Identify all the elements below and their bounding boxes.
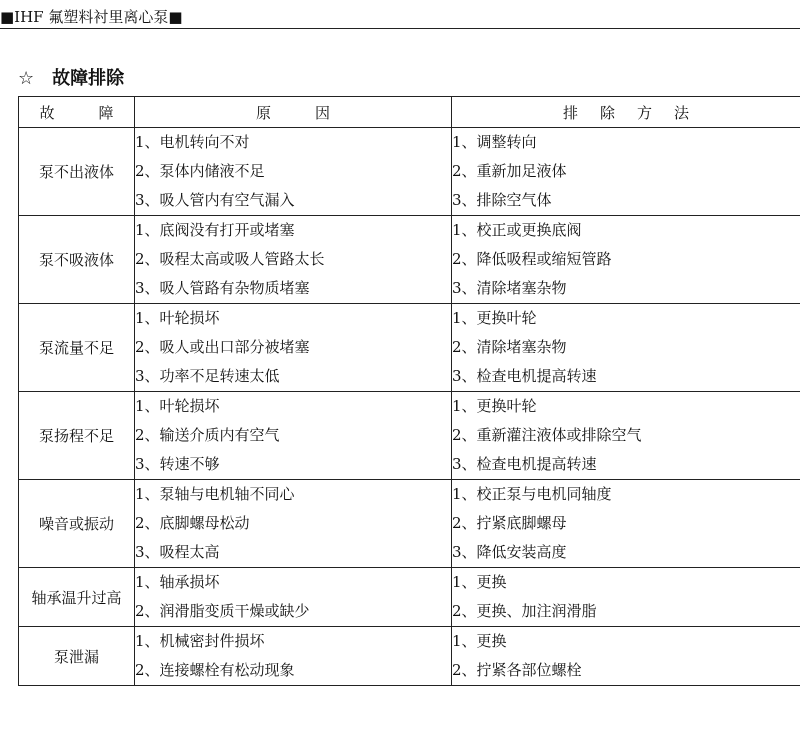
table-header-row <box>19 97 800 128</box>
cause-cell <box>135 216 452 304</box>
cause-item: 1、泵轴与电机轴不同心 <box>135 485 295 503</box>
cause-item: 1、电机转向不对 <box>135 133 250 151</box>
remedy-item: 1、校正泵与电机同轴度 <box>452 485 612 503</box>
fault-cell: 噪音或振动 <box>19 480 135 568</box>
remedy-item: 2、拧紧底脚螺母 <box>452 514 567 532</box>
cause-item: 1、轴承损坏 <box>135 573 220 591</box>
cause-item: 2、底脚螺母松动 <box>135 514 250 532</box>
remedy-cell <box>452 128 800 216</box>
cause-item: 2、输送介质内有空气 <box>135 426 280 444</box>
header-char: 除 <box>599 103 615 122</box>
cause-item: 2、吸程太高或吸人管路太长 <box>135 250 325 268</box>
column-header-fault <box>19 97 135 128</box>
remedy-item: 1、更换 <box>452 573 507 591</box>
cause-item: 1、机械密封件损坏 <box>135 632 265 650</box>
remedy-item: 1、更换 <box>452 632 507 650</box>
remedy-item: 2、清除堵塞杂物 <box>452 338 567 356</box>
cause-item: 2、吸人或出口部分被堵塞 <box>135 338 310 356</box>
remedy-item: 3、检查电机提高转速 <box>452 455 597 473</box>
column-header-cause <box>135 97 452 128</box>
header-title: ■IHF 氟塑料衬里离心泵■ <box>0 8 183 26</box>
section-title-text: 故障排除 <box>52 68 125 89</box>
cause-cell <box>135 568 452 627</box>
section-title <box>18 64 124 90</box>
remedy-item: 3、清除堵塞杂物 <box>452 279 567 297</box>
remedy-item: 1、校正或更换底阀 <box>452 221 582 239</box>
cause-cell <box>135 627 452 686</box>
table-row <box>19 392 800 480</box>
cause-item: 2、连接螺栓有松动现象 <box>135 661 295 679</box>
page-header <box>0 4 800 30</box>
cause-cell <box>135 128 452 216</box>
cause-item: 1、叶轮损坏 <box>135 309 220 327</box>
table-row <box>19 480 800 568</box>
remedy-item: 2、更换、加注润滑脂 <box>452 602 597 620</box>
header-rule <box>0 28 800 29</box>
cause-item: 3、吸人管路有杂物质堵塞 <box>135 279 310 297</box>
header-char: 因 <box>315 103 331 122</box>
troubleshooting-table <box>18 96 800 686</box>
fault-cell: 泵泄漏 <box>19 627 135 686</box>
cause-item: 3、功率不足转速太低 <box>135 367 280 385</box>
cause-item: 2、润滑脂变质干燥或缺少 <box>135 602 310 620</box>
remedy-cell <box>452 392 800 480</box>
fault-cell: 泵流量不足 <box>19 304 135 392</box>
fault-cell: 泵不出液体 <box>19 128 135 216</box>
remedy-item: 2、降低吸程或缩短管路 <box>452 250 612 268</box>
cause-item: 1、叶轮损坏 <box>135 397 220 415</box>
cause-item: 3、转速不够 <box>135 455 220 473</box>
remedy-item: 3、降低安装高度 <box>452 543 567 561</box>
table-row <box>19 568 800 627</box>
remedy-cell <box>452 627 800 686</box>
cause-item: 3、吸人管内有空气漏入 <box>135 191 295 209</box>
remedy-item: 2、重新加足液体 <box>452 162 567 180</box>
table-row <box>19 304 800 392</box>
remedy-item: 1、调整转向 <box>452 133 537 151</box>
remedy-cell <box>452 568 800 627</box>
header-char: 障 <box>98 103 114 122</box>
star-icon: ☆ <box>18 68 35 89</box>
header-char: 法 <box>674 103 690 122</box>
cause-cell <box>135 480 452 568</box>
cause-item: 3、吸程太高 <box>135 543 220 561</box>
remedy-item: 3、排除空气体 <box>452 191 552 209</box>
fault-cell: 泵不吸液体 <box>19 216 135 304</box>
remedy-item: 1、更换叶轮 <box>452 309 537 327</box>
column-header-remedy <box>452 97 800 128</box>
remedy-cell <box>452 480 800 568</box>
cause-cell <box>135 392 452 480</box>
table-row <box>19 128 800 216</box>
header-char: 原 <box>255 103 271 122</box>
remedy-cell <box>452 216 800 304</box>
table-row <box>19 216 800 304</box>
remedy-item: 3、检查电机提高转速 <box>452 367 597 385</box>
fault-cell: 轴承温升过高 <box>19 568 135 627</box>
table-row <box>19 627 800 686</box>
remedy-item: 2、重新灌注液体或排除空气 <box>452 426 642 444</box>
cause-item: 2、泵体内储液不足 <box>135 162 265 180</box>
header-char: 方 <box>637 103 653 122</box>
cause-item: 1、底阀没有打开或堵塞 <box>135 221 295 239</box>
cause-cell <box>135 304 452 392</box>
header-char: 排 <box>562 103 578 122</box>
header-char: 故 <box>39 103 55 122</box>
remedy-cell <box>452 304 800 392</box>
remedy-item: 1、更换叶轮 <box>452 397 537 415</box>
remedy-item: 2、拧紧各部位螺栓 <box>452 661 582 679</box>
fault-cell: 泵扬程不足 <box>19 392 135 480</box>
